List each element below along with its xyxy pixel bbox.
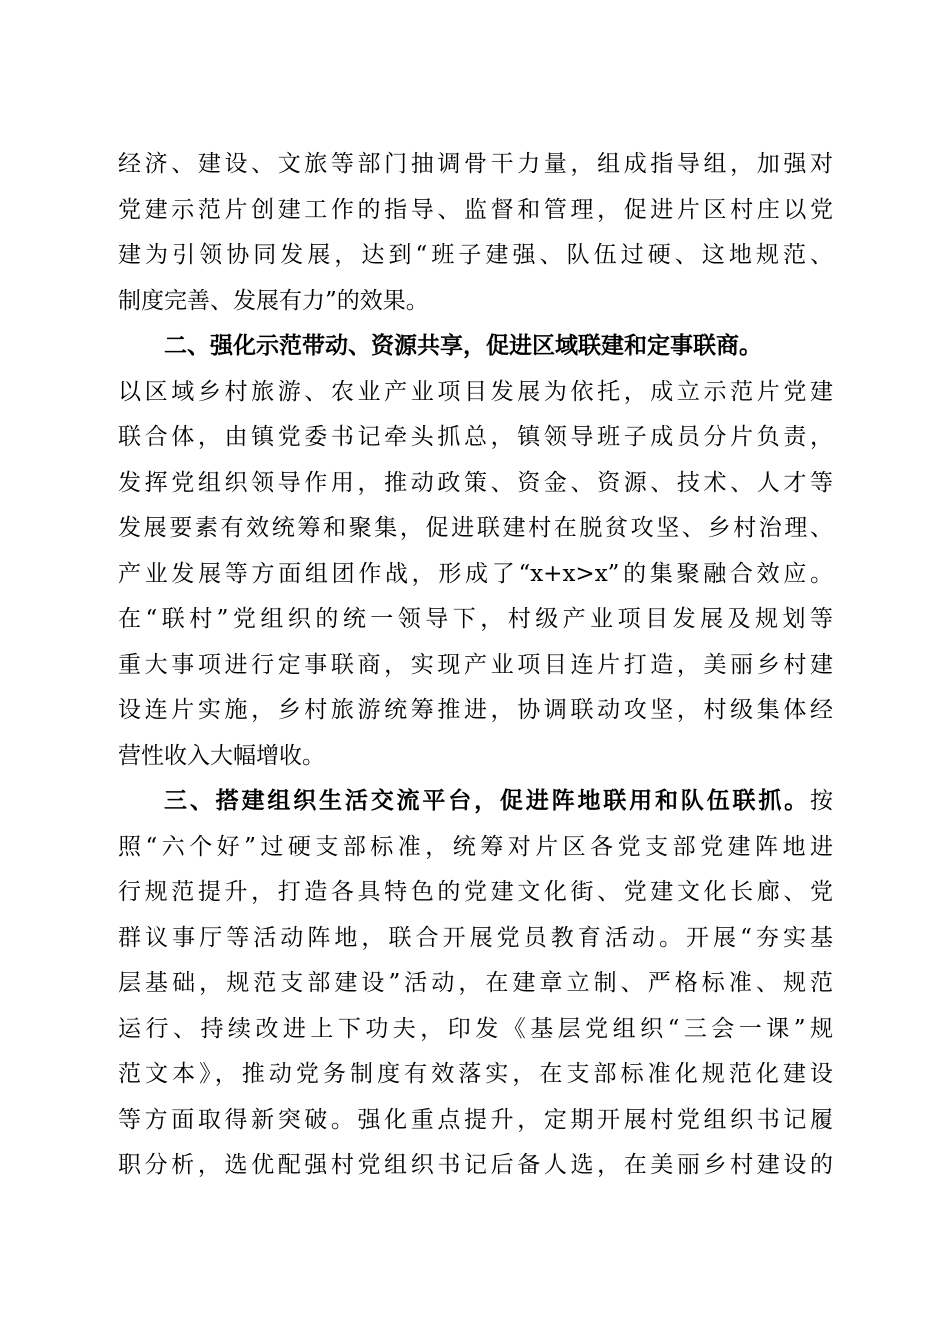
text-line: 群议事厅等活动阵地，联合开展党员教育活动。开展“夯实基 — [118, 924, 833, 951]
paragraph-1 — [118, 142, 833, 324]
text-line: 行规范提升，打造各具特色的党建文化街、党建文化长廊、党 — [118, 879, 833, 905]
section-heading-line — [118, 779, 833, 825]
text-line: 等方面取得新突破。强化重点提升，定期开展村党组织书记履 — [118, 1106, 833, 1133]
paragraph-2 — [118, 324, 833, 779]
text-line: 营性收入大幅增收。 — [118, 742, 325, 769]
text-line: 职分析，选优配强村党组织书记后备人选，在美丽乡村建设的 — [118, 1152, 833, 1178]
text-line: 设连片实施，乡村旅游统筹推进，协调联动攻坚，村级集体经 — [118, 697, 833, 723]
paragraph-3 — [118, 779, 833, 1189]
section-heading: 二、强化示范带动、资源共享，促进区域联建和定事联商。 — [164, 333, 762, 359]
text-line: 重大事项进行定事联商，实现产业项目连片打造，美丽乡村建 — [118, 651, 833, 678]
text-line: 层基础，规范支部建设”活动，在建章立制、严格标准、规范 — [118, 970, 833, 996]
section-heading-line — [118, 324, 833, 370]
text-line: 制度完善、发展有力”的效果。 — [118, 287, 429, 314]
text-line: 发展要素有效统筹和聚集，促进联建村在脱贫攻坚、乡村治理、 — [118, 515, 833, 541]
section-heading: 三、搭建组织生活交流平台，促进阵地联用和队伍联抓。 — [164, 788, 810, 814]
text-line: 以区域乡村旅游、农业产业项目发展为依托，成立示范片党建 — [118, 378, 833, 405]
text-line: 产业发展等方面组团作战，形成了“x+x>x”的集聚融合效应。 — [118, 560, 833, 587]
text-line: 范文本》，推动党务制度有效落实，在支部标准化规范化建设 — [118, 1061, 833, 1087]
document-body — [118, 142, 833, 1189]
text-line: 联合体，由镇党委书记牵头抓总，镇领导班子成员分片负责， — [118, 424, 833, 450]
text-line: 在“联村”党组织的统一领导下，村级产业项目发展及规划等 — [118, 606, 833, 632]
heading-tail-text: 按 — [810, 788, 833, 814]
text-line: 发挥党组织领导作用，推动政策、资金、资源、技术、人才等 — [118, 469, 833, 496]
text-line: 党建示范片创建工作的指导、监督和管理，促进片区村庄以党 — [118, 196, 833, 223]
text-line: 经济、建设、文旅等部门抽调骨干力量，组成指导组，加强对 — [118, 151, 833, 177]
text-line: 建为引领协同发展，达到“班子建强、队伍过硬、这地规范、 — [118, 242, 833, 268]
text-line: 运行、持续改进上下功夫，印发《基层党组织“三会一课”规 — [118, 1015, 833, 1042]
text-line: 照“六个好”过硬支部标准，统筹对片区各党支部党建阵地进 — [118, 833, 833, 860]
